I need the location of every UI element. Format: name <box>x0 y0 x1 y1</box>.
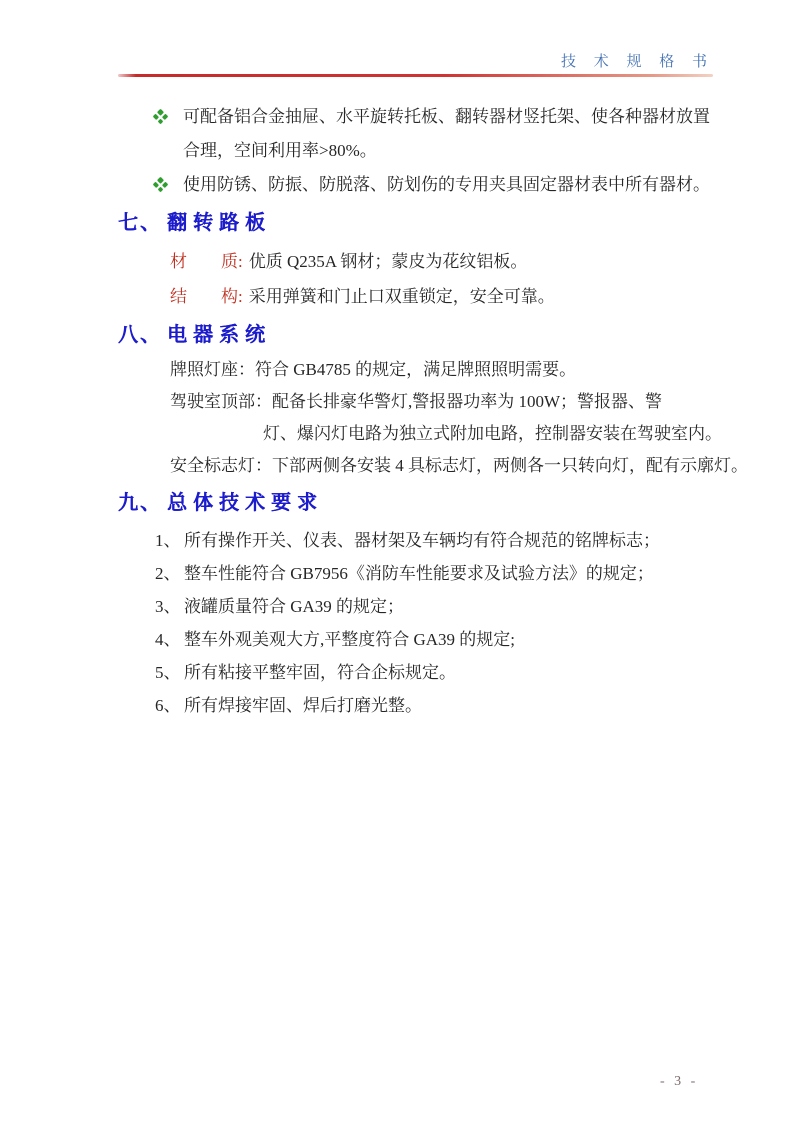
item-number: 1、 <box>155 531 181 550</box>
body-line: 牌照灯座：符合 GB4785 的规定，满足牌照照明需要。 <box>170 360 577 379</box>
bullet-diamond-icon <box>153 109 169 125</box>
section-heading-8 <box>118 320 758 350</box>
section-heading-7 <box>118 208 758 238</box>
body-line: 安全标志灯：下部两侧各安装 4 具标志灯，两侧各一只转向灯，配有示廓灯。 <box>170 456 748 475</box>
bullet-text: 使用防锈、防振、防脱落、防划伤的专用夹具固定器材表中所有器材。 <box>183 175 710 194</box>
section-8-lines <box>118 354 758 482</box>
item-number: 6、 <box>155 696 181 715</box>
section-number: 八、 <box>118 324 162 346</box>
header-divider-line <box>118 74 713 77</box>
section-7-rows <box>118 244 758 314</box>
numbered-list <box>118 524 758 722</box>
item-number: 3、 <box>155 597 181 616</box>
document-header-title: 技 术 规 格 书 <box>560 54 714 70</box>
item-text: 所有粘接平整牢固，符合企标规定。 <box>184 663 456 682</box>
item-text: 整车性能符合 GB7956《消防车性能要求及试验方法》的规定； <box>184 564 654 583</box>
numbered-item <box>155 656 758 689</box>
numbered-item <box>155 590 758 623</box>
item-number: 4、 <box>155 630 181 649</box>
numbered-item <box>155 623 758 656</box>
spec-value: 采用弹簧和门止口双重锁定，安全可靠。 <box>248 287 555 306</box>
spec-value: 优质 Q235A 钢材；蒙皮为花纹铝板。 <box>248 252 528 271</box>
page-number: - 3 - <box>660 1074 699 1089</box>
section-heading-9 <box>118 488 758 518</box>
spec-row <box>170 279 758 314</box>
section-title: 电器系统 <box>167 324 271 346</box>
section-number: 九、 <box>118 492 162 514</box>
item-number: 2、 <box>155 564 181 583</box>
list-item <box>155 100 758 168</box>
section-number: 七、 <box>118 212 162 234</box>
list-item <box>155 168 758 202</box>
spec-label: 材 质: <box>170 252 243 271</box>
bullet-text: 可配备铝合金抽屉、水平旋转托板、翻转器材竖托架、使各种器材放置合理，空间利用率>80%。 <box>183 107 710 160</box>
numbered-item <box>155 557 758 590</box>
numbered-item <box>155 689 758 722</box>
body-line: 驾驶室顶部：配备长排豪华警灯,警报器功率为 100W；警报器、警 <box>170 392 663 411</box>
spec-row <box>170 244 758 279</box>
body-line-continuation: 灯、爆闪灯电路为独立式附加电路，控制器安装在驾驶室内。 <box>263 424 722 443</box>
item-text: 所有操作开关、仪表、器材架及车辆均有符合规范的铭牌标志； <box>184 531 660 550</box>
item-text: 所有焊接牢固、焊后打磨光整。 <box>184 696 422 715</box>
item-text: 整车外观美观大方,平整度符合 GA39 的规定; <box>184 630 516 649</box>
item-text: 液罐质量符合 GA39 的规定； <box>184 597 405 616</box>
spec-label: 结 构: <box>170 287 243 306</box>
section-title: 总体技术要求 <box>167 492 323 514</box>
document-body <box>118 100 758 722</box>
numbered-item <box>155 524 758 557</box>
section-title: 翻转路板 <box>167 212 271 234</box>
bullet-diamond-icon <box>153 177 169 193</box>
item-number: 5、 <box>155 663 181 682</box>
